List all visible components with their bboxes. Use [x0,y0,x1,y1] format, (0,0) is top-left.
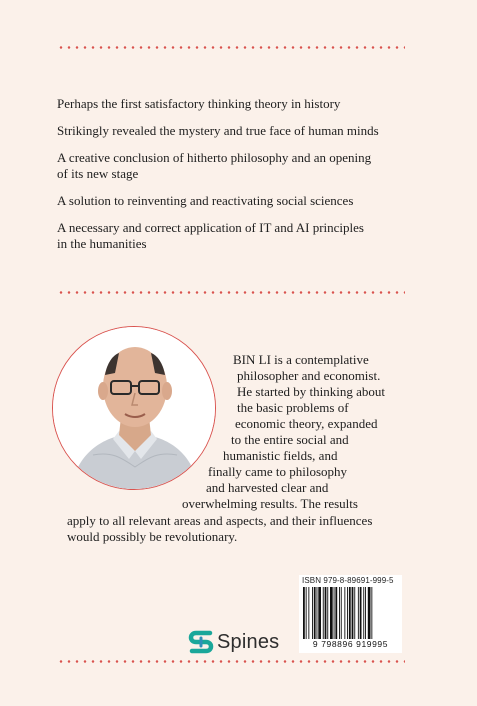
dotted-divider-middle [57,291,405,294]
bio-line: philosopher and economist. [237,368,381,383]
claim-1: Perhaps the first satisfactory thinking theory in history [57,96,341,111]
bio-line: to the entire social and [231,432,349,447]
author-photo-illustration [53,327,216,490]
bio-line: economic theory, expanded [235,416,378,431]
bio-line: finally came to philosophy [208,464,348,479]
bio-line: BIN LI is a contemplative [233,352,369,367]
dotted-divider-bottom [57,660,405,663]
bio-line: apply to all relevant areas and aspects, and their influences [67,513,373,528]
bio-line: would possibly be revolutionary. [67,529,238,544]
dotted-divider-top [57,46,405,49]
isbn-label: ISBN 979-8-89691-999-5 [302,576,394,585]
publisher-logo [188,628,279,656]
bio-line: and harvested clear and [206,480,329,495]
bio-line: overwhelming results. The results [182,496,358,511]
barcode-bars [302,587,399,639]
isbn-barcode [299,575,402,653]
claim-4: A solution to reinventing and reactivating social sciences [57,193,354,208]
bio-line: He started by thinking about [237,384,386,399]
claim-3: A creative conclusion of hitherto philosophy and an opening [57,150,372,165]
bio-line: humanistic fields, and [223,448,338,463]
claim-3-continued: of its new stage [57,166,139,181]
claim-5-continued: in the humanities [57,236,147,251]
barcode-digits: 9 798896 919995 [312,639,389,649]
bio-line: the basic problems of [237,400,349,415]
author-portrait [52,326,216,490]
publisher-name: Spines [217,630,280,653]
claim-2: Strikingly revealed the mystery and true face of human minds [57,123,379,138]
claim-5: A necessary and correct application of IT and AI principles [57,220,364,235]
spines-logo-icon [188,629,214,655]
